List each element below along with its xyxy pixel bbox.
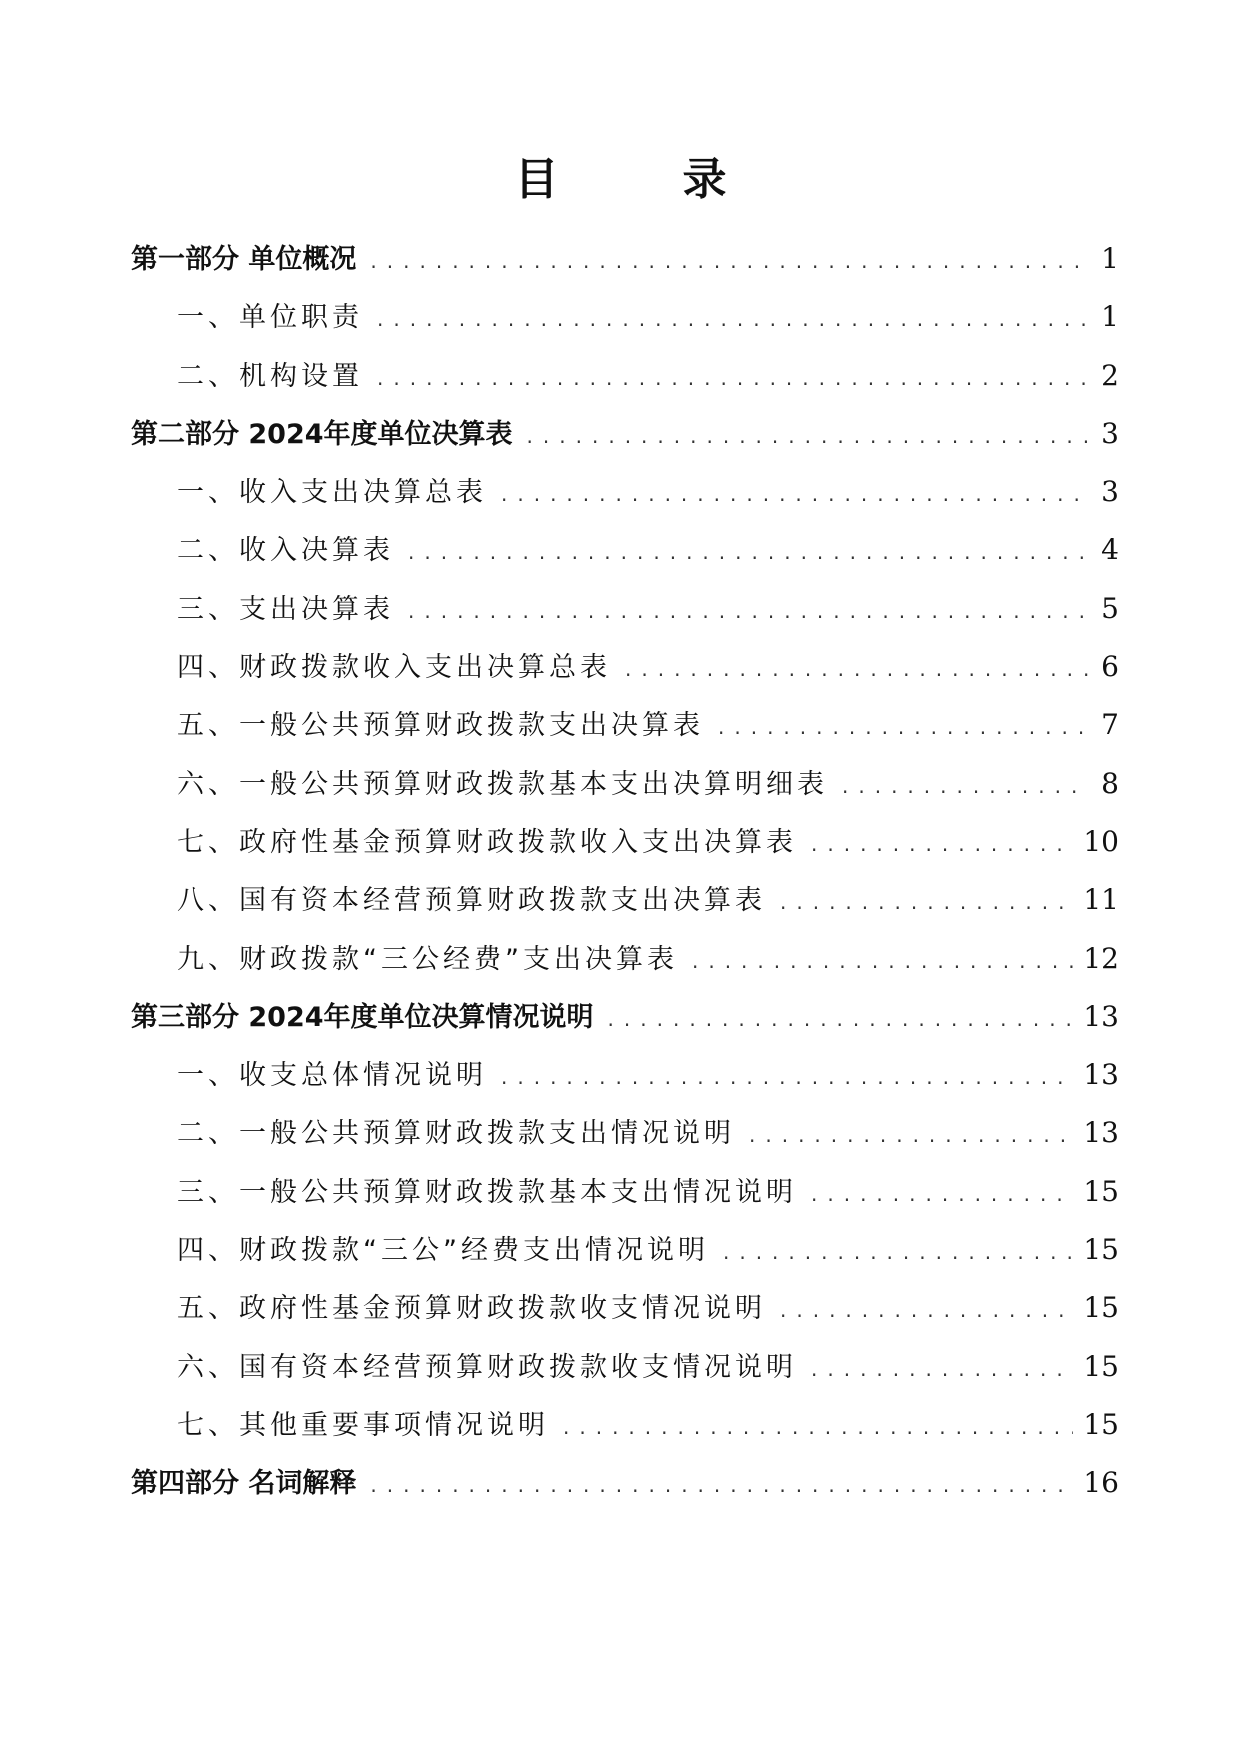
- toc-leader-dots: [408, 582, 1089, 640]
- toc-entry[interactable]: [131, 1338, 1119, 1396]
- toc-page-number: 16: [1083, 1466, 1119, 1500]
- toc-entry-label: 四、财政拨款收入支出决算总表: [177, 652, 611, 684]
- toc-entry[interactable]: [131, 638, 1119, 696]
- toc-entry[interactable]: [131, 988, 1119, 1046]
- toc-entry-label: 七、政府性基金预算财政拨款收入支出决算表: [177, 826, 797, 858]
- toc-entry[interactable]: [131, 696, 1119, 754]
- toc-entry-label: 五、政府性基金预算财政拨款收支情况说明: [177, 1293, 766, 1325]
- toc-page-number: 13: [1083, 1116, 1119, 1150]
- toc-leader-dots: [501, 1048, 1073, 1106]
- toc-leader-dots: [811, 1165, 1073, 1223]
- toc-leader-dots: [811, 815, 1073, 873]
- toc-page-number: 15: [1083, 1291, 1119, 1325]
- toc-page-number: 15: [1083, 1349, 1119, 1383]
- toc-entry-label: 一、单位职责: [177, 302, 363, 334]
- toc-leader-dots: [408, 523, 1089, 581]
- toc-entry-label: 九、财政拨款“三公经费”支出决算表: [177, 943, 678, 975]
- toc-entry-label: 八、国有资本经营预算财政拨款支出决算表: [177, 885, 766, 917]
- toc-entry[interactable]: [131, 230, 1119, 288]
- toc-entry-label: 二、收入决算表: [177, 535, 394, 567]
- toc-leader-dots: [377, 349, 1089, 407]
- toc-page-number: 3: [1101, 475, 1119, 509]
- toc-entry-label: 二、一般公共预算财政拨款支出情况说明: [177, 1118, 735, 1150]
- toc-page-number: 13: [1083, 1058, 1119, 1092]
- toc-entry[interactable]: [131, 580, 1119, 638]
- toc-entry[interactable]: [131, 521, 1119, 579]
- toc-leader-dots: [370, 1456, 1073, 1514]
- toc-entry-label: 第四部分 名词解释: [131, 1468, 357, 1500]
- toc-entry[interactable]: [131, 347, 1119, 405]
- toc-entry[interactable]: [131, 871, 1119, 929]
- toc-leader-dots: [501, 465, 1089, 523]
- toc-entry[interactable]: [131, 463, 1119, 521]
- toc-leader-dots: [692, 932, 1073, 990]
- toc-leader-dots: [811, 1340, 1073, 1398]
- toc-entry-label: 三、一般公共预算财政拨款基本支出情况说明: [177, 1176, 797, 1208]
- toc-entry-label: 四、财政拨款“三公”经费支出情况说明: [177, 1235, 709, 1267]
- toc-leader-dots: [780, 1281, 1073, 1339]
- toc-leader-dots: [563, 1398, 1073, 1456]
- toc-entry-label: 第二部分 2024年度单位决算表: [131, 418, 513, 450]
- toc-entry[interactable]: [131, 930, 1119, 988]
- toc-entry[interactable]: [131, 813, 1119, 871]
- toc-leader-dots: [625, 640, 1089, 698]
- toc-entry[interactable]: [131, 1221, 1119, 1279]
- toc-entry-label: 第一部分 单位概况: [131, 244, 357, 275]
- toc-page-number: 2: [1101, 358, 1119, 392]
- toc-page-number: 1: [1101, 242, 1119, 275]
- toc-entry-label: 三、支出决算表: [177, 593, 394, 625]
- toc-entry-label: 六、国有资本经营预算财政拨款收支情况说明: [177, 1351, 797, 1383]
- toc-entry-label: 一、收支总体情况说明: [177, 1060, 487, 1092]
- table-of-contents: [131, 230, 1119, 1513]
- toc-entry[interactable]: [131, 1163, 1119, 1221]
- toc-entry-label: 五、一般公共预算财政拨款支出决算表: [177, 710, 704, 742]
- toc-page-number: 6: [1101, 650, 1119, 684]
- toc-leader-dots: [723, 1223, 1073, 1281]
- toc-leader-dots: [608, 990, 1074, 1048]
- toc-page-number: 1: [1101, 300, 1119, 334]
- toc-leader-dots: [377, 290, 1089, 348]
- toc-page-number: 15: [1083, 1174, 1119, 1208]
- toc-entry[interactable]: [131, 288, 1119, 346]
- toc-entry[interactable]: [131, 1396, 1119, 1454]
- toc-entry[interactable]: [131, 755, 1119, 813]
- toc-entry[interactable]: [131, 1046, 1119, 1104]
- toc-entry-label: 六、一般公共预算财政拨款基本支出决算明细表: [177, 768, 828, 800]
- toc-entry[interactable]: [131, 1104, 1119, 1162]
- toc-page-number: 15: [1083, 1233, 1119, 1267]
- toc-leader-dots: [527, 407, 1089, 465]
- toc-entry-label: 第三部分 2024年度单位决算情况说明: [131, 1001, 594, 1033]
- toc-entry[interactable]: [131, 1454, 1119, 1512]
- toc-entry[interactable]: [131, 1279, 1119, 1337]
- toc-page-number: 12: [1083, 941, 1119, 975]
- toc-page-number: 13: [1083, 999, 1119, 1033]
- toc-page-number: 3: [1101, 416, 1119, 450]
- toc-page-number: 11: [1083, 883, 1119, 917]
- toc-leader-dots: [749, 1106, 1073, 1164]
- toc-page-number: 8: [1101, 766, 1119, 800]
- toc-page-number: 10: [1083, 824, 1119, 858]
- toc-entry-label: 二、机构设置: [177, 360, 363, 392]
- toc-page-number: 5: [1101, 591, 1119, 625]
- toc-page-number: 4: [1101, 533, 1119, 567]
- toc-leader-dots: [718, 698, 1089, 756]
- toc-leader-dots: [370, 232, 1089, 290]
- toc-entry-label: 一、收入支出决算总表: [177, 477, 487, 509]
- toc-page-number: 15: [1083, 1407, 1119, 1441]
- toc-entry[interactable]: [131, 405, 1119, 463]
- page-title: 目 录: [514, 154, 767, 205]
- toc-page-number: 7: [1101, 708, 1119, 742]
- toc-leader-dots: [842, 757, 1089, 815]
- toc-entry-label: 七、其他重要事项情况说明: [177, 1409, 549, 1441]
- toc-leader-dots: [780, 873, 1073, 931]
